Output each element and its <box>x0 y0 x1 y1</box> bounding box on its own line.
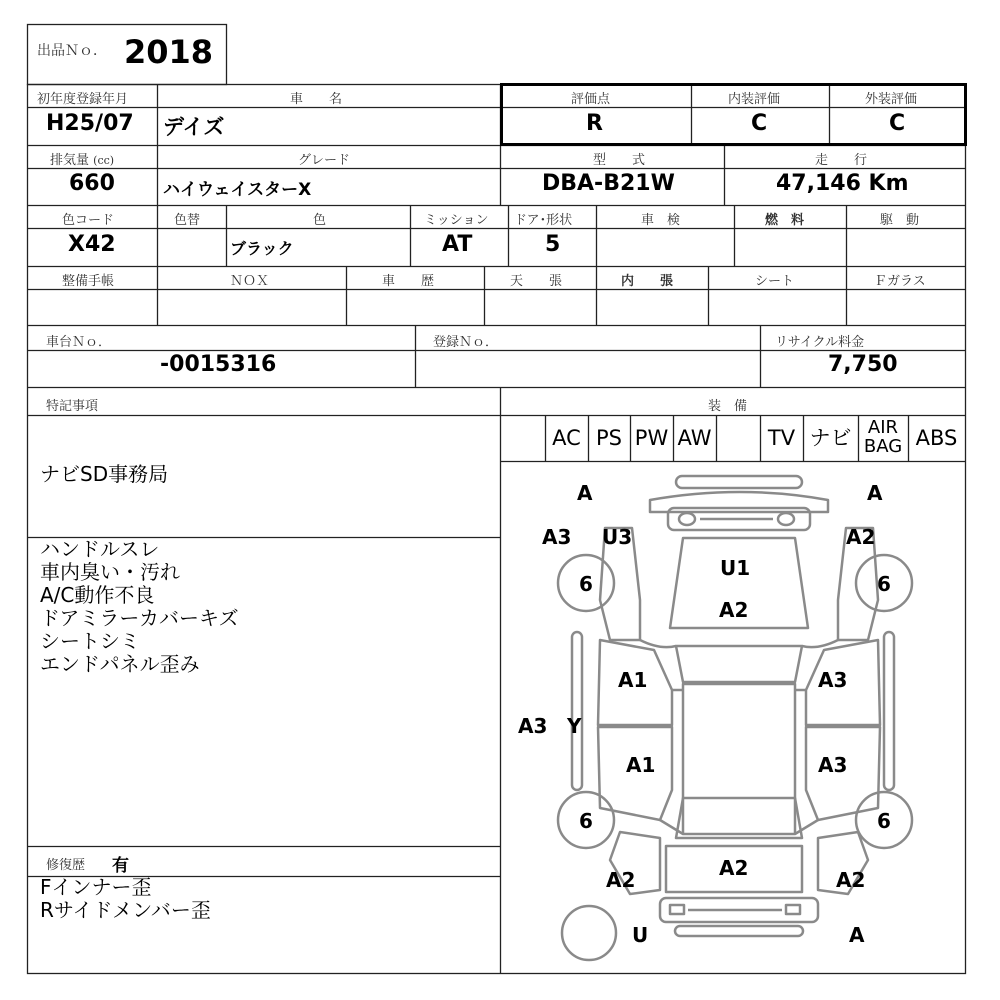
interior-lining-label: 内 張 <box>621 274 674 289</box>
displacement-value: 660 <box>69 171 115 196</box>
special-text: ナビSD事務局 <box>40 462 169 486</box>
car-name-value: デイズ <box>163 115 225 139</box>
equip-abs: ABS <box>915 426 958 450</box>
displacement-label: 排気量 (cc) <box>50 153 115 168</box>
chassis-value: -0015316 <box>160 352 277 377</box>
mark-hood-2: A2 <box>719 598 749 622</box>
maintenance-label: 整備手帳 <box>62 274 115 289</box>
mark-door-rl: A1 <box>626 753 656 777</box>
repair-item: Fインナー歪 <box>40 875 152 899</box>
roof <box>683 684 795 834</box>
ceiling-label: 天 張 <box>510 274 563 289</box>
first-reg-label: 初年度登録年月 <box>37 92 129 107</box>
mark-fender-left-2: U3 <box>602 525 633 549</box>
equip-ac: AC <box>552 426 581 450</box>
mark-rear-left: U <box>632 923 649 947</box>
mark-roof-rear: A2 <box>719 856 749 880</box>
remark-item: シートシミ <box>40 629 140 653</box>
sill-left <box>572 632 582 790</box>
tire-rl-value: 6 <box>579 809 593 833</box>
repair-label: 修復歴 <box>46 858 86 873</box>
seat-label: シート <box>755 274 795 289</box>
repair-value: 有 <box>112 856 129 876</box>
history-label: 車 歴 <box>382 274 435 289</box>
mark-fender-right: A2 <box>846 525 876 549</box>
reg-no-label: 登録Ｎｏ． <box>433 335 499 350</box>
chassis-label: 車台Ｎｏ． <box>46 335 112 350</box>
spare-tire <box>562 906 616 960</box>
front-bumper <box>676 476 802 488</box>
mark-side-left-1: A3 <box>518 714 548 738</box>
interior-label: 内装評価 <box>728 92 781 107</box>
fuel-label: 燃 料 <box>765 213 805 228</box>
model-value: DBA-B21W <box>542 171 675 196</box>
recycle-label: リサイクル料金 <box>775 335 865 350</box>
color-code-value: X42 <box>68 232 116 257</box>
remark-item: 車内臭い・汚れ <box>40 560 180 584</box>
rear-window <box>676 798 802 838</box>
remark-item: ハンドルスレ <box>40 537 160 561</box>
remark-item: A/C動作不良 <box>40 583 155 607</box>
fglass-label: Ｆガラス <box>874 274 926 289</box>
door-value: 5 <box>545 232 561 257</box>
mark-quarter-left: A2 <box>606 868 636 892</box>
tire-fl-value: 6 <box>579 572 593 596</box>
color-change-label: 色替 <box>174 213 201 228</box>
mark-hood-1: U1 <box>720 556 751 580</box>
mileage-value: 47,146 Km <box>776 171 909 196</box>
mark-front-left: A <box>577 481 593 505</box>
mission-label: ミッション <box>424 213 489 228</box>
door-label: ドア･形状 <box>514 213 573 228</box>
repair-item: Rサイドメンバー歪 <box>40 898 211 922</box>
windshield <box>676 646 802 682</box>
mark-side-left-2: Y <box>567 714 582 738</box>
mark-door-fr: A3 <box>818 668 848 692</box>
recycle-value: 7,750 <box>828 352 898 377</box>
equip-airbag: AIR BAG <box>863 417 903 457</box>
color-code-label: 色コード <box>62 213 115 228</box>
model-label: 型 式 <box>593 153 646 168</box>
remark-item: ドアミラーカバーキズ <box>40 606 239 630</box>
inspection-label: 車 検 <box>641 213 681 228</box>
remark-item: エンドパネル歪み <box>40 652 200 676</box>
lot-label: 出品Ｎｏ． <box>37 43 107 59</box>
car-name-label: 車 名 <box>290 92 343 107</box>
mark-rear-right: A <box>849 923 865 947</box>
exterior-value: C <box>889 111 906 136</box>
mark-front-right: A <box>867 481 883 505</box>
interior-value: C <box>751 111 768 136</box>
equipment-label: 装 備 <box>708 399 748 414</box>
drive-label: 駆 動 <box>880 213 920 228</box>
mileage-label: 走 行 <box>815 153 868 168</box>
color-label: 色 <box>313 213 327 228</box>
sill-right <box>884 632 894 790</box>
mark-door-rr: A3 <box>818 753 848 777</box>
nox-label: ＮＯＸ <box>230 274 270 289</box>
first-reg-value: H25/07 <box>46 111 134 136</box>
mission-value: AT <box>442 232 473 257</box>
tire-fr-value: 6 <box>877 572 891 596</box>
grade-label: グレード <box>298 153 351 168</box>
grade-value: ハイウェイスターX <box>163 180 312 200</box>
mark-fender-left: A3 <box>542 525 572 549</box>
mark-quarter-right: A2 <box>836 868 866 892</box>
lot-number: 2018 <box>124 33 214 71</box>
exterior-label: 外装評価 <box>865 92 918 107</box>
score-value: R <box>586 111 603 136</box>
color-value: ブラック <box>230 239 294 258</box>
equip-pw: PW <box>634 426 669 450</box>
mark-door-fl: A1 <box>618 668 648 692</box>
equip-tv: TV <box>767 426 796 450</box>
equip-ps: PS <box>596 426 622 450</box>
equip-navi: ナビ <box>809 426 852 450</box>
score-label: 評価点 <box>571 92 611 107</box>
equip-aw: AW <box>677 426 712 450</box>
tire-rr-value: 6 <box>877 809 891 833</box>
special-label: 特記事項 <box>46 399 99 414</box>
